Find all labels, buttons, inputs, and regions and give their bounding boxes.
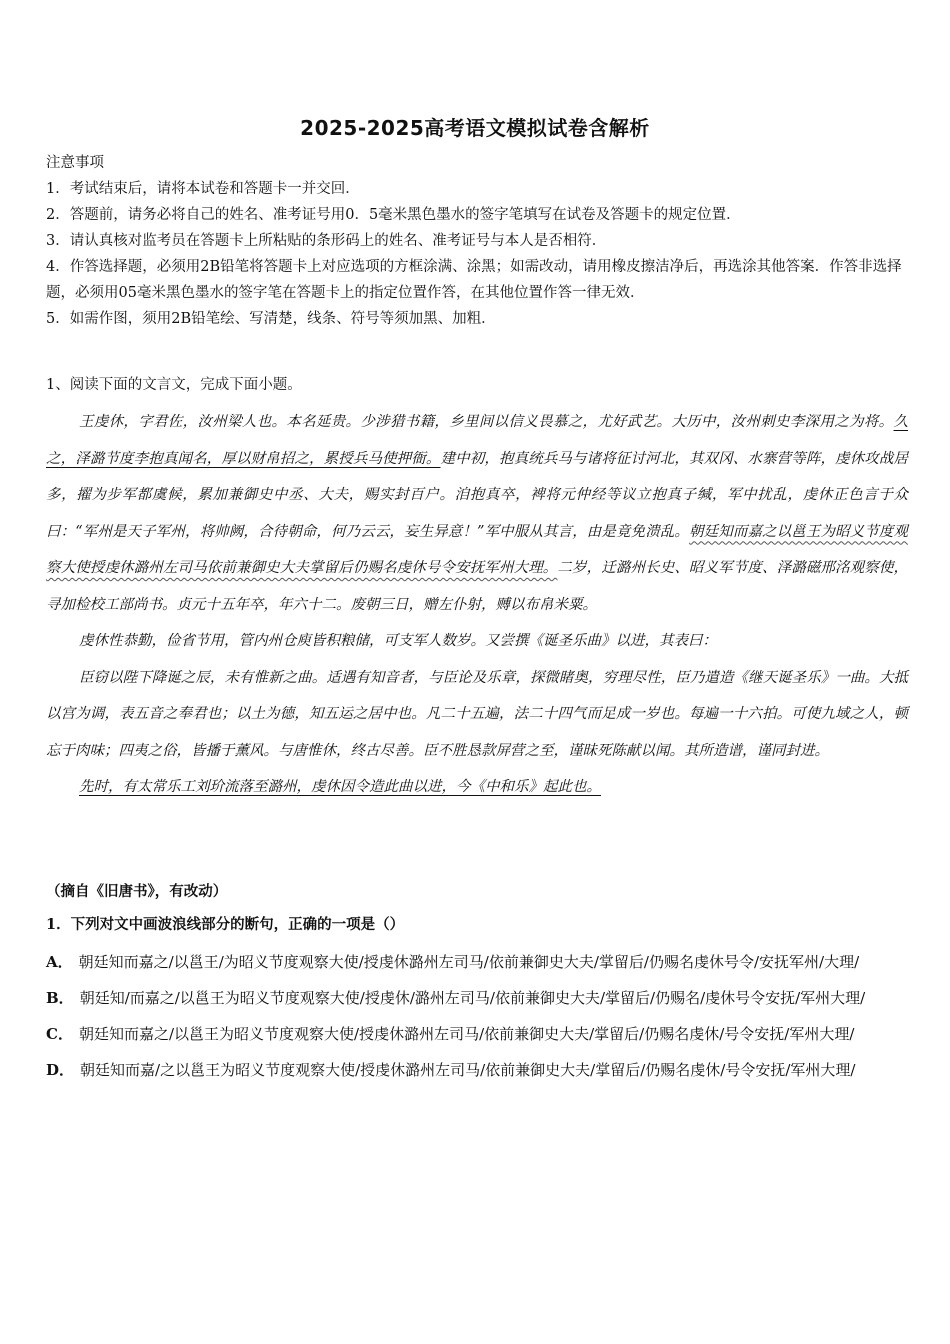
- option-a[interactable]: [46, 944, 908, 980]
- underlined-sentence: 久之，泽潞节度李抱真闻名，厚以财帛招之，累授兵马使押衙。: [46, 414, 908, 467]
- notice-item: 4．作答选择题，必须用2B铅笔将答题卡上对应选项的方框涂满、涂黑；如需改动，请用橡皮擦洁净后，再选涂其他答案．作答非选择题，必须用05毫米黑色墨水的签字笔在答题卡上的指定位置作答，在其他位置作答一律无效．: [46, 259, 902, 301]
- option-text: 朝廷知而嘉之/以邕王/为昭义节度观察大使/授虔休潞州左司马/依前兼御史大夫/掌留后/仍赐名虔休号令/安抚军州/大理/: [78, 953, 860, 971]
- passage-paragraph: [46, 769, 908, 806]
- passage-paragraph: [46, 404, 908, 623]
- classical-passage: [46, 404, 908, 806]
- passage-text: 建中初，抱真统兵马与诸将征讨河北，其双冈、水寨营等阵，虔休攻战居多，擢为步军都虞候，累加兼御史中丞、大夫，赐实封百户。洎抱真卒，裨将元仲经等议立抱真子缄，军中扰乱，虔休正色言于众曰：“军州是天子军州，将帅阙，合待朝命，何乃云云，妄生异意！”军中服从其言，由是竟免溃乱。: [46, 450, 909, 540]
- option-d[interactable]: [46, 1052, 908, 1088]
- notice-section: [46, 150, 908, 332]
- notice-item: 2．答题前，请务必将自己的姓名、准考证号用0．5毫米黑色墨水的签字笔填写在试卷及答题卡的规定位置．: [46, 207, 741, 223]
- option-text: 朝廷知而嘉之/以邕王为昭义节度观察大使/授虔休潞州左司马/依前兼御史大夫/掌留后/仍赐名虔休/号令安抚/军州大理/: [78, 1025, 855, 1043]
- answer-options: [46, 944, 908, 1088]
- option-letter: A．: [46, 953, 73, 971]
- option-letter: D．: [46, 1061, 75, 1079]
- question-intro: 1、阅读下面的文言文，完成下面小题。: [46, 377, 302, 393]
- notice-heading: 注意事项: [46, 155, 104, 171]
- passage-text: 二岁，迁潞州长史、昭义军节度、泽潞磁邢洺观察使，寻加检校工部尚书。贞元十五年卒，年六十二。废朝三日，赠左仆射，赙以布帛米粟。: [46, 560, 908, 613]
- option-letter: C．: [46, 1025, 73, 1043]
- option-c[interactable]: [46, 1016, 908, 1052]
- option-b[interactable]: [46, 980, 908, 1016]
- page-title: 2025-2025高考语文模拟试卷含解析: [300, 116, 650, 140]
- passage-paragraph: 臣窃以陛下降诞之辰，未有惟新之曲。适遇有知音者，与臣论及乐章，探微睹奥，穷理尽性，臣乃遣造《继天诞圣乐》一曲。大抵以宫为调，表五音之奉君也；以土为德，知五运之居中也。凡二十五遍，法二十四气而足成一岁也。每遍一十六拍。可使九域之人，顿忘于肉味；四夷之俗，皆播于薰风。与唐惟休，终古尽善。臣不胜恳款屏营之至，谨昧死陈献以闻。其所造谱，谨同封进。: [46, 669, 908, 759]
- option-text: 朝廷知而嘉/之以邕王为昭义节度观察大使/授虔休潞州左司马/依前兼御史大夫/掌留后/仍赐名虔休/号令安抚/军州大理/: [80, 1061, 856, 1079]
- question-stem: 1．下列对文中画波浪线部分的断句，正确的一项是（）: [46, 916, 405, 933]
- passage-text: 王虔休，字君佐，汝州梁人也。本名延贵。少涉猎书籍，乡里间以信义畏慕之，尤好武艺。大历中，汝州刺史李深用之为将。: [79, 414, 894, 430]
- option-text: 朝廷知/而嘉之/以邕王为昭义节度观察大使/授虔休/潞州左司马/依前兼御史大夫/掌留后/仍赐名/虔休号令安抚/军州大理/: [79, 989, 866, 1007]
- passage-paragraph: 虔休性恭勤，俭省节用，管内州仓庾皆积粮储，可支军人数岁。又尝撰《诞圣乐曲》以进，其表曰：: [79, 633, 717, 649]
- notice-item: 1．考试结束后，请将本试卷和答题卡一并交回．: [46, 181, 360, 197]
- notice-item: 5．如需作图，须用2B铅笔绘、写清楚，线条、符号等须加黑、加粗．: [46, 311, 496, 327]
- wavy-underlined-sentence: 朝廷知而嘉之以邕王为昭义节度观察大使授虔休潞州左司马依前兼御史大夫掌留后仍赐名虔休号令安抚军州大理。: [46, 523, 908, 576]
- option-letter: B．: [46, 989, 74, 1007]
- notice-item: 3．请认真核对监考员在答题卡上所粘贴的条形码上的姓名、准考证号与本人是否相符．: [46, 233, 607, 249]
- underlined-sentence: 先时，有太常乐工刘玠流落至潞州，虔休因令造此曲以进，今《中和乐》起此也。: [79, 779, 601, 795]
- source-note: （摘自《旧唐书》，有改动）: [46, 883, 228, 900]
